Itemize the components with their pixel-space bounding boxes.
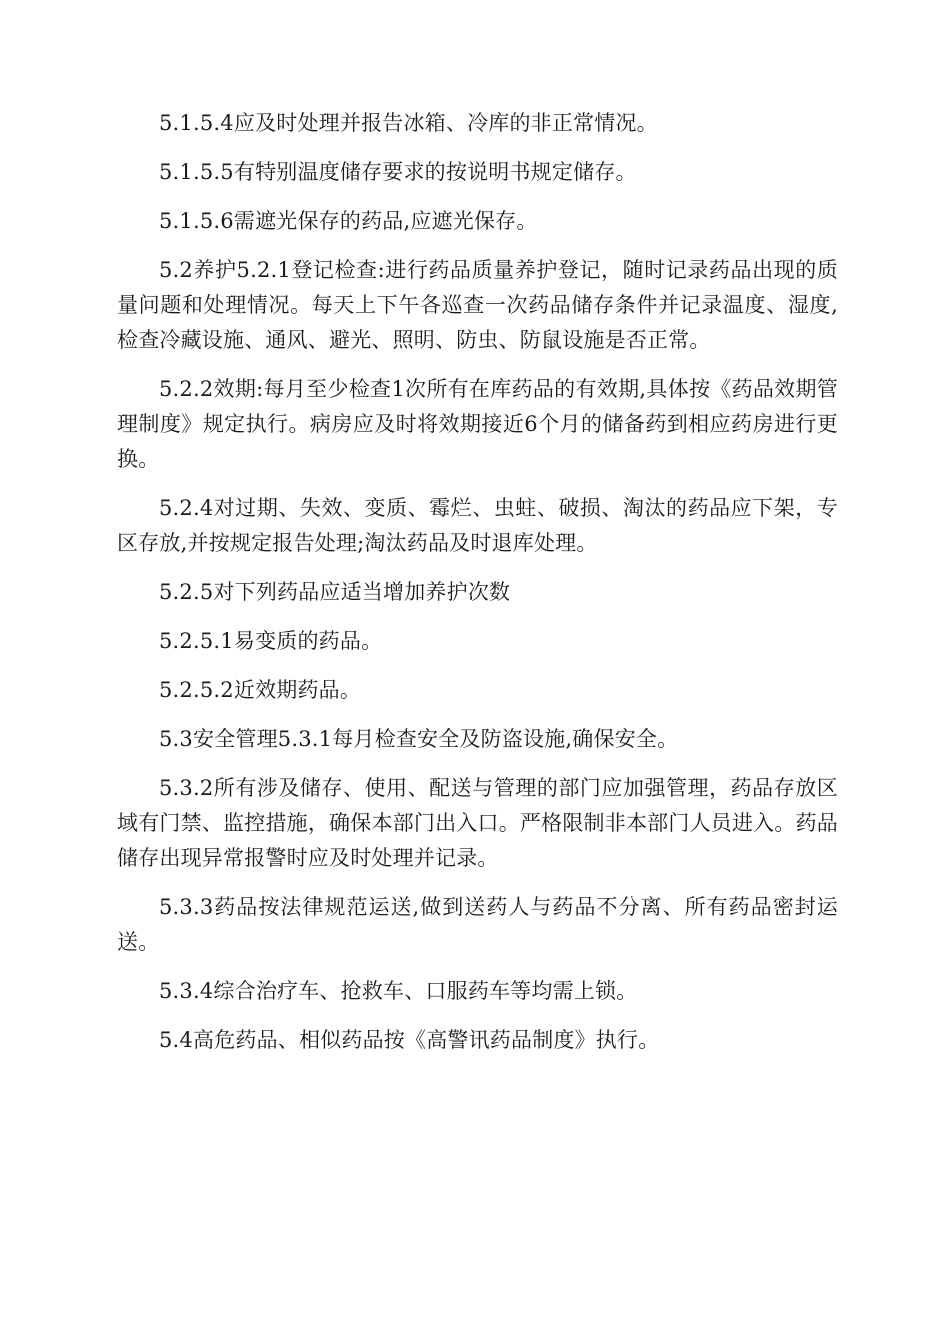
paragraph-5-2-5-2: 5.2.5.2近效期药品。 (159, 678, 362, 702)
paragraph-5-1-5-6: 5.1.5.6需遮光保存的药品,应遮光保存。 (159, 209, 538, 233)
paragraph-5-2-4: 5.2.4对过期、失效、变质、霉烂、虫蛀、破损、淘汰的药品应下架，专区存放,并按规定报告处理;淘汰药品及时退库处理。 (117, 496, 838, 555)
paragraph-5-2-1: 5.2养护5.2.1登记检查:进行药品质量养护登记，随时记录药品出现的质量问题和处理情况。每天上下午各巡查一次药品储存条件并记录温度、湿度,检查冷藏设施、通风、避光、照明、防虫、防鼠设施是否正常。 (117, 258, 838, 352)
paragraph-5-2-5-1: 5.2.5.1易变质的药品。 (159, 629, 383, 653)
paragraph-5-3-3: 5.3.3药品按法律规范运送,做到送药人与药品不分离、所有药品密封运送。 (117, 895, 838, 954)
paragraph-5-1-5-5: 5.1.5.5有特别温度储存要求的按说明书规定储存。 (159, 160, 637, 184)
paragraph-5-1-5-4: 5.1.5.4应及时处理并报告冰箱、冷库的非正常情况。 (159, 111, 658, 135)
paragraph-5-3-2: 5.3.2所有涉及储存、使用、配送与管理的部门应加强管理，药品存放区域有门禁、监控措施，确保本部门出入口。严格限制非本部门人员进入。药品储存出现异常报警时应及时处理并记录。 (117, 776, 838, 870)
paragraph-5-3-4: 5.3.4综合治疗车、抢救车、口服药车等均需上锁。 (159, 979, 638, 1003)
paragraph-5-3-1: 5.3安全管理5.3.1每月检查安全及防盗设施,确保安全。 (159, 727, 679, 751)
paragraph-5-2-2: 5.2.2效期:每月至少检查1次所有在库药品的有效期,具体按《药品效期管理制度》规定执行。病房应及时将效期接近6个月的储备药到相应药房进行更换。 (117, 377, 838, 471)
paragraph-5-4: 5.4高危药品、相似药品按《高警讯药品制度》执行。 (159, 1028, 660, 1052)
paragraph-5-2-5: 5.2.5对下列药品应适当增加养护次数 (159, 580, 511, 604)
